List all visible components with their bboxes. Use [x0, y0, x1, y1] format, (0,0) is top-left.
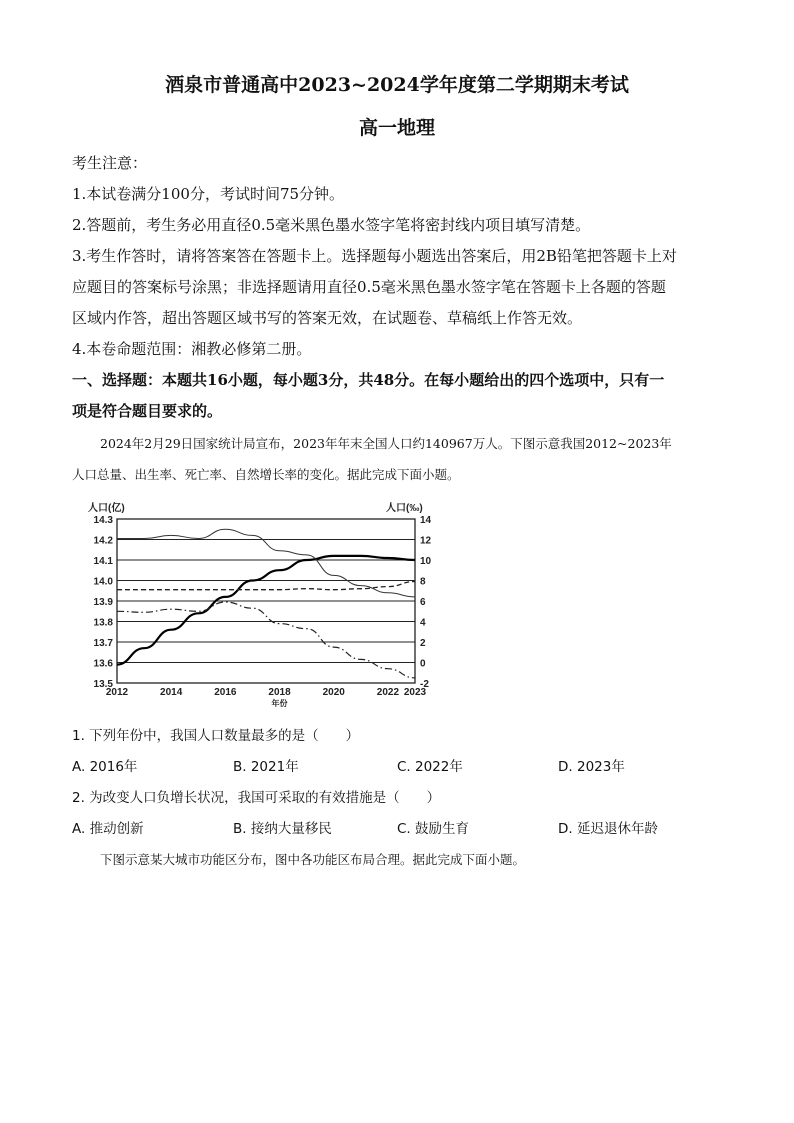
x-axis-title: 年份: [271, 699, 288, 707]
series-line-3: [117, 582, 415, 590]
y-left-tick-label: 14.1: [93, 556, 113, 567]
notice-heading: 考生注意：: [72, 154, 148, 172]
question-2-stem: 2. 为改变人口负增长状况，我国可采取的有效措施是（ ）: [72, 790, 441, 806]
x-tick-label: 2016: [214, 687, 237, 698]
y-left-tick-label: 14.2: [93, 535, 113, 547]
subject-title: 高一地理: [358, 117, 435, 139]
q2-option-b[interactable]: B. 接纳大量移民: [233, 821, 332, 837]
exam-title: 酒泉市普通高中2023~2024学年度第二学期期末考试: [165, 74, 629, 96]
q2-option-d[interactable]: D. 延迟退休年龄: [558, 821, 658, 837]
x-tick-label: 2014: [160, 687, 183, 698]
x-tick-label: 2012: [105, 687, 129, 698]
y-right-tick-label: 0: [420, 658, 426, 670]
section-heading: 一、选择题：本题共16小题，每小题3分，共48分。在每小题给出的四个选项中，只有一: [72, 371, 665, 389]
y-right-tick-label: 10: [420, 556, 432, 567]
notice-item: 4.本卷命题范围：湘教必修第二册。: [72, 340, 312, 358]
question-1-stem: 1. 下列年份中，我国人口数量最多的是（ ）: [72, 728, 360, 744]
y-right-tick-label: -2: [420, 679, 429, 690]
y-left-tick-label: 13.9: [93, 597, 113, 608]
q2-option-c[interactable]: C. 鼓励生育: [397, 821, 470, 837]
x-tick-label: 2022: [376, 687, 400, 698]
q2-option-a[interactable]: A. 推动创新: [72, 821, 144, 837]
y-left-tick-label: 14.0: [93, 576, 113, 588]
notice-item: 区域内作答，超出答题区域书写的答案无效，在试题卷、草稿纸上作答无效。: [72, 309, 583, 327]
notice-item: 应题目的答案标号涂黑；非选择题请用直径0.5毫米黑色墨水签字笔在答题卡上各题的答题: [72, 278, 666, 296]
q1-option-d[interactable]: D. 2023年: [558, 759, 625, 775]
notice-item: 2.答题前，考生务必用直径0.5毫米黑色墨水签字笔将密封线内项目填写清楚。: [72, 216, 591, 234]
x-tick-label: 2023: [403, 687, 427, 698]
q1-option-c[interactable]: C. 2022年: [397, 759, 463, 775]
q1-option-b[interactable]: B. 2021年: [233, 759, 299, 775]
y-right-tick-label: 14: [420, 515, 432, 526]
passage-text: 下图示意某大城市功能区分布，图中各功能区布局合理。据此完成下面小题。: [100, 852, 526, 867]
y-right-axis-title: 人口(‰): [386, 503, 423, 514]
y-right-tick-label: 8: [420, 576, 426, 588]
series-line-4: [117, 602, 415, 678]
q1-option-a[interactable]: A. 2016年: [72, 759, 138, 775]
passage-text: 2024年2月29日国家统计局宣布，2023年年末全国人口约140967万人。下图示意我国2012~2023年: [100, 436, 672, 451]
population-chart: [80, 497, 440, 707]
y-left-tick-label: 13.8: [93, 617, 113, 629]
y-right-tick-label: 2: [420, 638, 426, 649]
y-left-tick-label: 13.6: [93, 658, 113, 670]
y-left-axis-title: 人口(亿): [88, 503, 125, 514]
notice-item: 3.考生作答时，请将答案答在答题卡上。选择题每小题选出答案后，用2B铅笔把答题卡上对: [72, 247, 677, 265]
passage-text: 人口总量、出生率、死亡率、自然增长率的变化。据此完成下面小题。: [72, 467, 460, 482]
y-left-tick-label: 13.7: [93, 638, 113, 649]
x-tick-label: 2020: [322, 687, 345, 698]
y-right-tick-label: 12: [420, 535, 432, 547]
y-left-tick-label: 13.5: [93, 679, 113, 690]
section-heading-cont: 项是符合题目要求的。: [72, 402, 223, 420]
y-right-tick-label: 6: [420, 597, 426, 608]
x-tick-label: 2018: [268, 687, 291, 698]
y-right-tick-label: 4: [420, 617, 426, 629]
y-left-tick-label: 14.3: [93, 515, 113, 526]
notice-item: 1.本试卷满分100分，考试时间75分钟。: [72, 185, 345, 203]
